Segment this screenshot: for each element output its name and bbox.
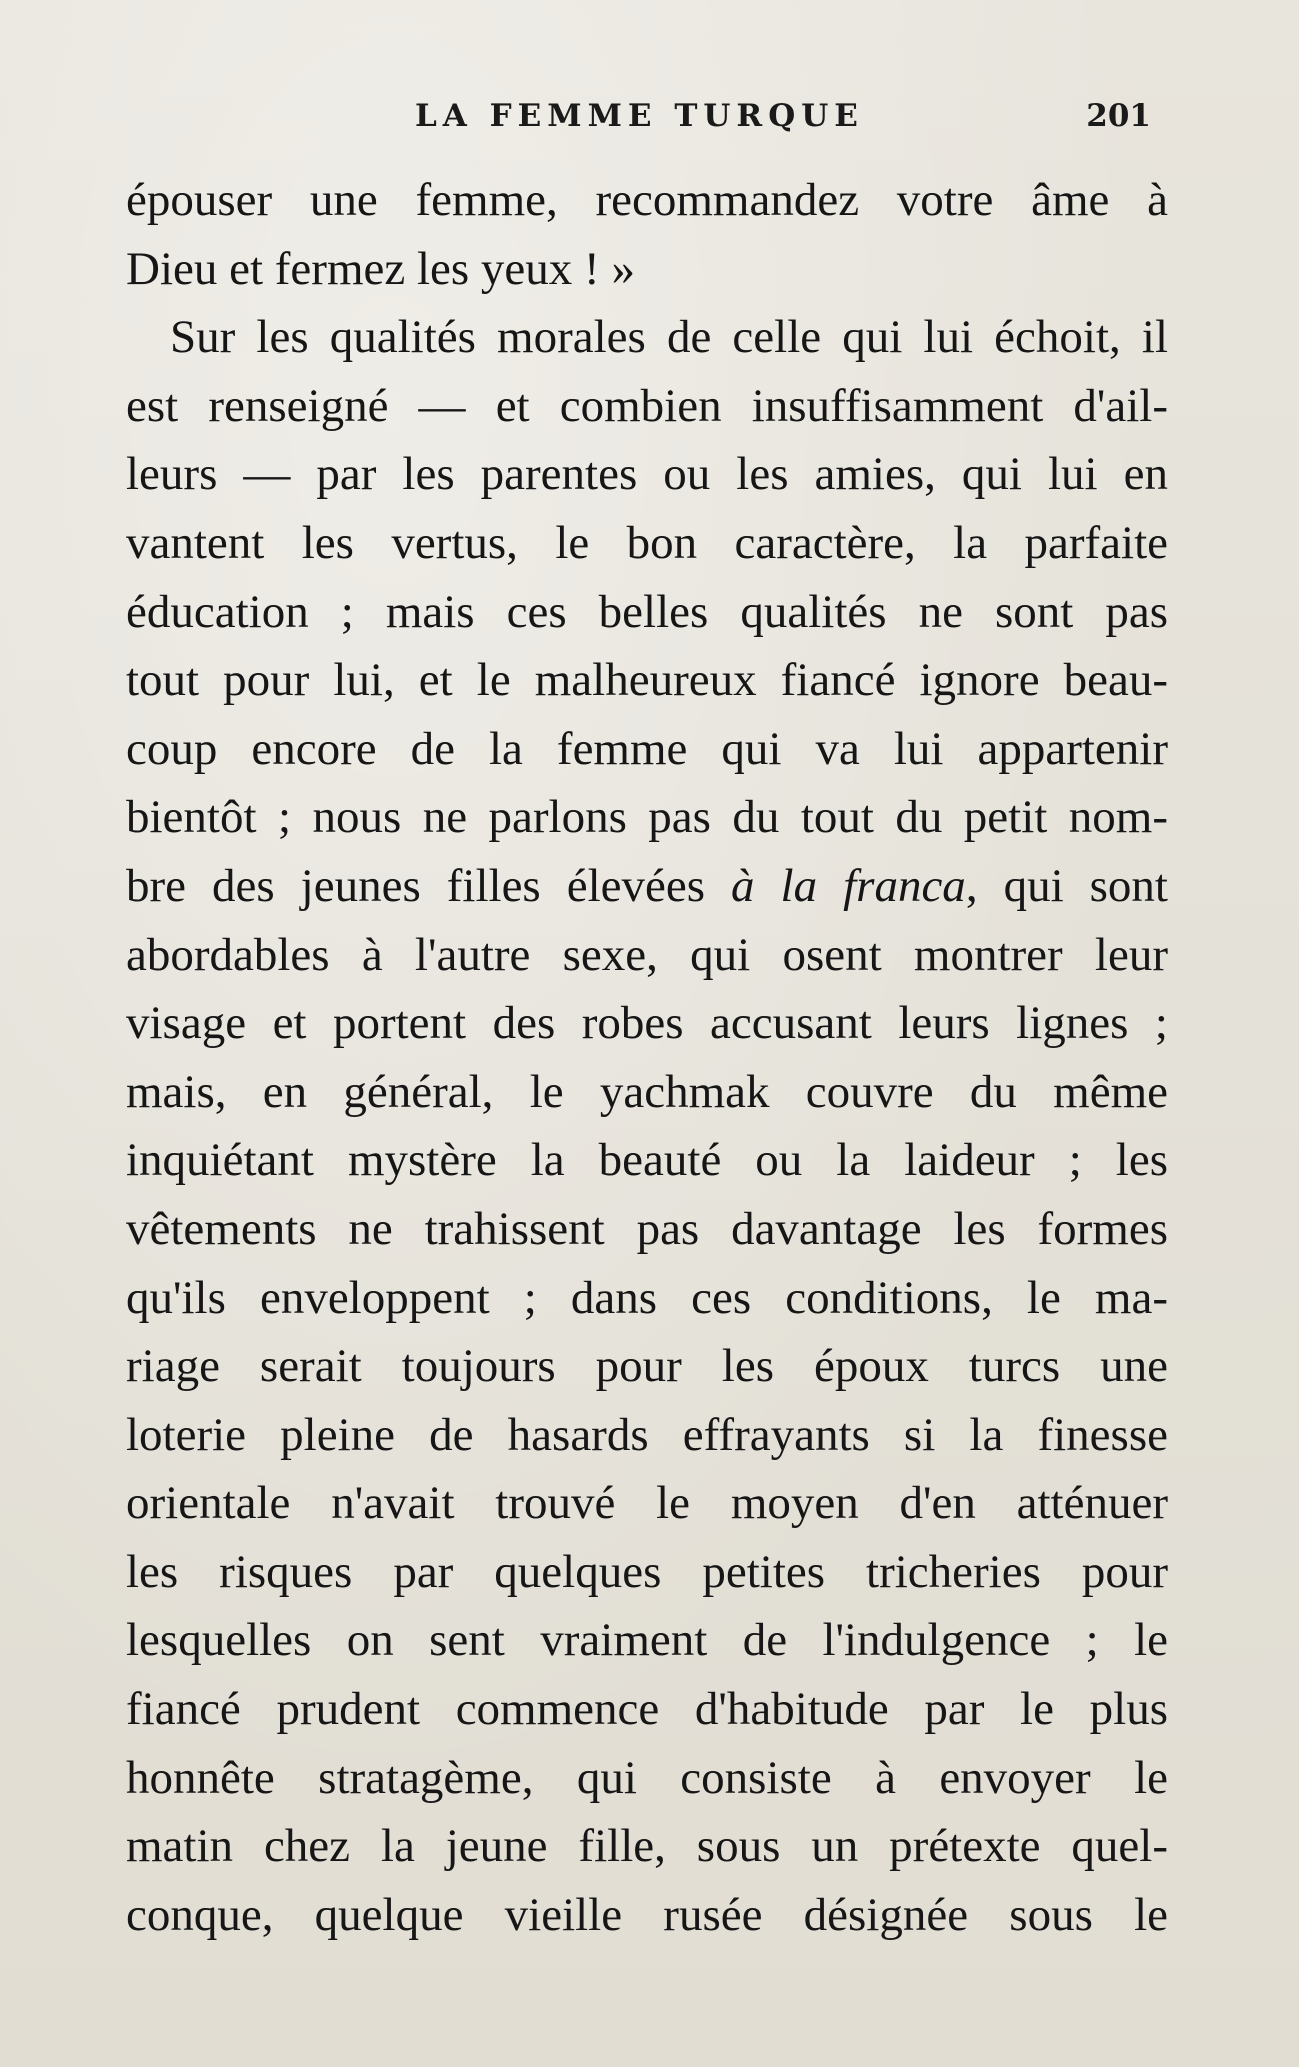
text-line: bientôt ; nous ne parlons pas du tout du petit nom- xyxy=(126,791,1168,844)
text-line: visage et portent des robes accusant leurs lignes ; xyxy=(126,997,1168,1050)
running-title: LA FEMME TURQUE xyxy=(415,98,864,134)
text-line: vêtements ne trahissent pas davantage les formes xyxy=(126,1202,1168,1255)
text-line: orientale n'avait trouvé le moyen d'en atténuer xyxy=(126,1477,1168,1530)
text-line: les risques par quelques petites tricheries pour xyxy=(126,1545,1168,1598)
text-line: riage serait toujours pour les époux turcs une xyxy=(126,1340,1168,1393)
page-number: 201 xyxy=(1086,98,1151,134)
text-line: qu'ils enveloppent ; dans ces conditions, le ma- xyxy=(126,1271,1168,1324)
text-line: coup encore de la femme qui va lui appartenir xyxy=(126,722,1168,775)
text-line: est renseigné — et combien insuffisamment d'ail- xyxy=(126,379,1168,432)
text-line: Dieu et fermez les yeux ! » xyxy=(126,242,635,295)
text-line: lesquelles on sent vraiment de l'indulgence ; le xyxy=(126,1614,1168,1667)
text-line: mais, en général, le yachmak couvre du même xyxy=(126,1065,1168,1118)
text-line: inquiétant mystère la beauté ou la laideur ; les xyxy=(126,1134,1168,1187)
text-line: Sur les qualités morales de celle qui lui échoit, il xyxy=(170,311,1168,364)
text-line: conque, quelque vieille rusée désignée sous le xyxy=(126,1888,1168,1941)
italic-phrase: à la franca xyxy=(731,859,966,912)
text-line: épouser une femme, recommandez votre âme à xyxy=(126,174,1168,226)
text-segment: , qui sont xyxy=(965,859,1168,912)
text-line: matin chez la jeune fille, sous un prétexte quel- xyxy=(126,1820,1168,1873)
text-line: fiancé prudent commence d'habitude par le plus xyxy=(126,1683,1168,1736)
text-segment: bre des jeunes filles élevées xyxy=(126,859,732,912)
text-line: tout pour lui, et le malheureux fiancé ignore beau- xyxy=(126,654,1168,707)
text-line: vantent les vertus, le bon caractère, la parfaite xyxy=(126,516,1168,569)
body-text xyxy=(126,166,1168,1949)
text-line: loterie pleine de hasards effrayants si la finesse xyxy=(126,1408,1168,1461)
text-line: honnête stratagème, qui consiste à envoyer le xyxy=(126,1751,1168,1804)
running-head xyxy=(0,98,1299,148)
text-line-with-italic xyxy=(126,852,1168,921)
text-line: abordables à l'autre sexe, qui osent montrer leur xyxy=(126,928,1168,981)
text-line: éducation ; mais ces belles qualités ne sont pas xyxy=(126,585,1168,638)
text-line: leurs — par les parentes ou les amies, qui lui en xyxy=(126,448,1168,501)
